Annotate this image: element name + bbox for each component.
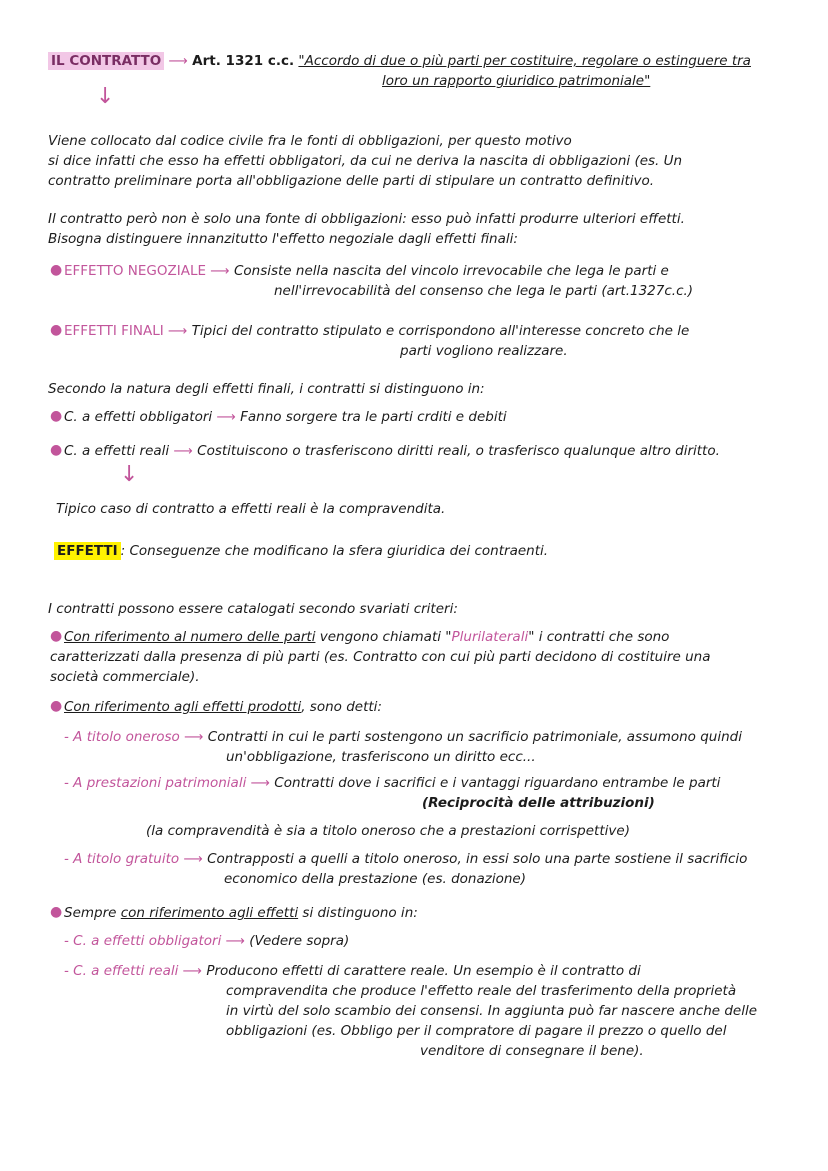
reali-line [64, 962, 641, 980]
effetti-text: : Conseguenze che modificano la sfera giuridica dei contraenti. [120, 543, 549, 559]
catalog-parti-underlined: Con riferimento al numero delle parti [64, 629, 316, 645]
obbligatori-label: - C. a effetti obbligatori [64, 933, 222, 949]
negoziale-text-1: Consiste nella nascita del vincolo irrevocabile che lega le parti e [233, 263, 669, 279]
arrow-icon: ⟶ [184, 729, 204, 745]
bullet-icon: ● [50, 408, 63, 424]
prestazioni-text-1: Contratti dove i sacrifici e i vantaggi riguardano entrambe le parti [274, 775, 721, 791]
bullet-icon: ● [50, 262, 63, 278]
arrow-icon: ⟶ [225, 933, 245, 949]
arrow-icon: ⟶ [183, 851, 203, 867]
finali-text-1: Tipici del contratto stipulato e corrispondono all'interesse concreto che le [191, 323, 690, 339]
intro-line-3: contratto preliminare porta all'obbligazione delle parti di stipulare un contratto definitivo. [48, 173, 655, 189]
down-arrow-icon: ↓ [120, 462, 139, 487]
nature-intro: Secondo la natura degli effetti finali, i contratti si distinguono in: [48, 381, 485, 397]
gratuito-label: - A titolo gratuito [64, 851, 180, 867]
reali-text-1: Producono effetti di carattere reale. Un esempio è il contratto di [206, 963, 641, 979]
intro-line-1: Viene collocato dal codice civile fra le fonti di obbligazioni, per questo motivo [48, 133, 572, 149]
title-definition-2: loro un rapporto giuridico patrimoniale" [382, 73, 651, 89]
compravendita-note: (la compravendità è sia a titolo oneroso che a prestazioni corrispettive) [146, 823, 630, 839]
sempre-underlined: con riferimento agli effetti [120, 905, 299, 921]
catalog-effetti-end: , sono detti: [301, 699, 382, 715]
arrow-icon: ⟶ [210, 263, 230, 279]
catalog-effetti [64, 698, 382, 716]
bullet-icon: ● [50, 442, 63, 458]
arrow-icon: ⟶ [173, 443, 193, 459]
bullet-icon: ● [50, 628, 63, 644]
catalog-parti-mid: vengono chiamati " [315, 629, 452, 645]
catalog-parti-end: " i contratti che sono [528, 629, 670, 645]
arrow-icon: ⟶ [168, 53, 188, 69]
finali-text-2: parti vogliono realizzare. [400, 343, 568, 359]
catalog-parti-pink: Plurilaterali [451, 629, 529, 645]
negoziale-label: EFFETTO NEGOZIALE [64, 263, 206, 279]
catalog-parti-2: caratterizzati dalla presenza di più parti (es. Contratto con cui più parti decidono di costituire una [50, 649, 711, 665]
negoziale-text-2: nell'irrevocabilità del consenso che lega le parti (art.1327c.c.) [274, 283, 694, 299]
nature-obbligatori-text: Fanno sorgere tra le parti crditi e debiti [240, 409, 507, 425]
bullet-icon: ● [50, 904, 63, 920]
finali-label: EFFETTI FINALI [64, 323, 164, 339]
down-arrow-icon: ↓ [96, 84, 115, 109]
obbligatori-line [64, 932, 349, 950]
prestazioni-text-2: (Reciprocità delle attribuzioni) [422, 795, 655, 811]
oneroso-text-2: un'obbligazione, trasferiscono un diritto ecc... [226, 749, 536, 765]
negoziale-line [64, 262, 669, 280]
effetti-definition [54, 542, 548, 560]
oneroso-label: - A titolo oneroso [64, 729, 180, 745]
nature-reali-text: Costituiscono o trasferiscono diritti reali, o trasferisco qualunque altro diritto. [197, 443, 720, 459]
bullet-icon: ● [50, 698, 63, 714]
title-line [48, 52, 751, 70]
finali-line [64, 322, 689, 340]
effects-intro-1: Il contratto però non è solo una fonte di obbligazioni: esso può infatti produrre ulteriori effetti. [48, 211, 685, 227]
nature-reali-label: C. a effetti reali [64, 443, 170, 459]
sempre-pre: Sempre [64, 905, 121, 921]
nature-obbligatori [64, 408, 507, 426]
catalog-parti-1 [64, 628, 669, 646]
reali-text-5: venditore di consegnare il bene). [420, 1043, 644, 1059]
arrow-icon: ⟶ [250, 775, 270, 791]
bullet-icon: ● [50, 322, 63, 338]
effetti-label: EFFETTI [54, 542, 121, 560]
gratuito-text-2: economico della prestazione (es. donazione) [224, 871, 526, 887]
sempre-end: si distinguono in: [298, 905, 418, 921]
arrow-icon: ⟶ [168, 323, 188, 339]
title-heading: IL CONTRATTO [48, 52, 164, 70]
obbligatori-text: (Vedere sopra) [249, 933, 350, 949]
title-definition-1: "Accordo di due o più parti per costituire, regolare o estinguere tra [298, 53, 751, 69]
oneroso-line [64, 728, 742, 746]
oneroso-text-1: Contratti in cui le parti sostengono un sacrificio patrimoniale, assumono quindi [207, 729, 742, 745]
prestazioni-line [64, 774, 720, 792]
nature-reali [64, 442, 720, 460]
title-article: Art. 1321 c.c. [192, 53, 295, 69]
intro-line-2: si dice infatti che esso ha effetti obbligatori, da cui ne deriva la nascita di obbligazioni (es. Un [48, 153, 683, 169]
gratuito-line [64, 850, 747, 868]
prestazioni-label: - A prestazioni patrimoniali [64, 775, 247, 791]
arrow-icon: ⟶ [182, 963, 203, 979]
reali-text-3: in virtù del solo scambio dei consensi. In aggiunta può far nascere anche delle [226, 1003, 758, 1019]
catalog-effetti-underlined: Con riferimento agli effetti prodotti [64, 699, 302, 715]
arrow-icon: ⟶ [216, 409, 236, 425]
nature-example: Tipico caso di contratto a effetti reali è la compravendita. [56, 501, 446, 517]
gratuito-text-1: Contrapposti a quelli a titolo oneroso, in essi solo una parte sostiene il sacrificio [207, 851, 748, 867]
nature-obbligatori-label: C. a effetti obbligatori [64, 409, 213, 425]
reali-text-2: compravendita che produce l'effetto reale del trasferimento della proprietà [226, 983, 737, 999]
reali-text-4: obbligazioni (es. Obbligo per il compratore di pagare il prezzo o quello del [226, 1023, 727, 1039]
catalog-parti-3: società commerciale). [50, 669, 200, 685]
catalog-intro: I contratti possono essere catalogati secondo svariati criteri: [48, 601, 458, 617]
reali-label: - C. a effetti reali [64, 963, 179, 979]
sempre-line [64, 904, 418, 922]
effects-intro-2: Bisogna distinguere innanzitutto l'effetto negoziale dagli effetti finali: [48, 231, 518, 247]
